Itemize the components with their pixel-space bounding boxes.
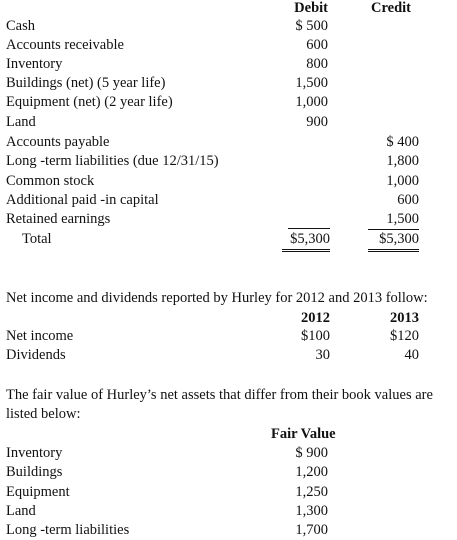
row-label: Long -term liabilities (due 12/31/15) xyxy=(6,153,219,169)
row-debit: 1,000 xyxy=(295,94,328,110)
debit-total: $5,300 xyxy=(282,230,330,252)
row-debit: 900 xyxy=(306,114,328,130)
row-credit: 1,500 xyxy=(368,210,419,230)
fair-value-amount: $ 900 xyxy=(295,445,328,461)
row-label: Cash xyxy=(6,18,35,34)
row-debit: 1,500 xyxy=(295,75,328,91)
income-row-label: Net income xyxy=(6,328,74,344)
row-credit: 1,000 xyxy=(386,173,419,189)
row-label: Accounts receivable xyxy=(6,37,124,53)
row-debit: $ 500 xyxy=(295,18,328,34)
year-2012-header: 2012 xyxy=(301,310,330,326)
total-label: Total xyxy=(22,231,52,247)
debit-total-rule xyxy=(288,228,330,229)
income-row-2013: $120 xyxy=(390,328,419,344)
fair-value-label: Inventory xyxy=(6,445,63,461)
fair-value-label: Land xyxy=(6,503,36,519)
row-label: Equipment (net) (2 year life) xyxy=(6,94,173,110)
fair-value-label: Equipment xyxy=(6,484,70,500)
fair-value-label: Long -term liabilities xyxy=(6,522,130,538)
income-intro: Net income and dividends reported by Hurley for 2012 and 2013 follow: xyxy=(6,290,428,306)
row-credit: $ 400 xyxy=(386,134,419,150)
income-row-2012: 30 xyxy=(315,347,330,363)
fair-value-amount: 1,700 xyxy=(295,522,328,538)
credit-header: Credit xyxy=(370,0,411,16)
fair-value-amount: 1,200 xyxy=(295,464,328,480)
row-label: Land xyxy=(6,114,36,130)
row-debit: 800 xyxy=(306,56,328,72)
fair-value-amount: 1,300 xyxy=(295,503,328,519)
fair-value-label: Buildings xyxy=(6,464,63,480)
row-label: Common stock xyxy=(6,173,95,189)
fair-value-header: Fair Value xyxy=(271,426,336,442)
row-label: Additional paid -in capital xyxy=(6,192,159,208)
credit-total: $5,300 xyxy=(368,230,419,252)
income-row-2012: $100 xyxy=(301,328,330,344)
row-label: Accounts payable xyxy=(6,134,110,150)
fair-value-amount: 1,250 xyxy=(295,484,328,500)
row-credit: 600 xyxy=(397,192,419,208)
row-label: Inventory xyxy=(6,56,63,72)
income-row-2013: 40 xyxy=(404,347,419,363)
row-debit: 600 xyxy=(306,37,328,53)
year-2013-header: 2013 xyxy=(390,310,419,326)
income-row-label: Dividends xyxy=(6,347,66,363)
row-credit: 1,800 xyxy=(386,153,419,169)
row-label: Retained earnings xyxy=(6,211,111,227)
debit-header: Debit xyxy=(294,0,328,16)
fair-value-intro: The fair value of Hurley’s net assets that differ from their book values are listed below: xyxy=(6,387,433,422)
row-label: Buildings (net) (5 year life) xyxy=(6,75,166,91)
